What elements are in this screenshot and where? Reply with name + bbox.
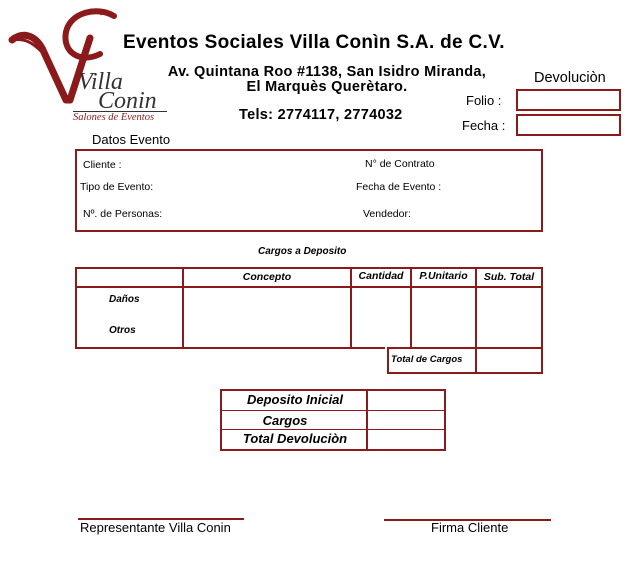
- phone-numbers: Tels: 2774117, 2774032: [239, 107, 403, 123]
- resumen-cargos-label: Cargos: [262, 413, 308, 428]
- table-body-rule: [75, 347, 385, 349]
- total-devolucion-label: Total Devoluciòn: [242, 431, 348, 446]
- cliente-label: Cliente :: [83, 159, 122, 171]
- cargos-title: Cargos a Deposito: [258, 246, 347, 257]
- total-row-left: [387, 347, 389, 374]
- logo-text-villa: Villa: [78, 69, 123, 95]
- datos-evento-title: Datos Evento: [92, 132, 171, 147]
- table-header-rule: [75, 286, 543, 288]
- folio-label: Folio :: [466, 93, 502, 108]
- personas-label: Nº. de Personas:: [83, 208, 163, 220]
- col-header-cantidad: Cantidad: [358, 270, 404, 282]
- table-border-right: [541, 267, 543, 374]
- tipo-evento-label: Tipo de Evento:: [80, 181, 154, 193]
- total-row-bottom: [387, 372, 543, 374]
- table-border-top: [75, 267, 543, 269]
- representante-label: Representante Villa Conin: [80, 520, 231, 535]
- folio-field[interactable]: [516, 89, 621, 111]
- total-cargos-label: Total de Cargos: [391, 354, 463, 365]
- fecha-label: Fecha :: [462, 118, 506, 133]
- resumen-rule-2: [222, 429, 445, 430]
- col-header-concepto: Concepto: [242, 271, 292, 283]
- resumen-rule-1: [222, 410, 445, 411]
- table-border-left: [75, 267, 77, 349]
- logo-text-conin: Conin: [98, 88, 157, 114]
- deposito-inicial-label: Deposito Inicial: [246, 392, 344, 407]
- fecha-evento-label: Fecha de Evento :: [356, 181, 442, 193]
- row-label-danos: Daños: [109, 294, 140, 305]
- row-label-otros: Otros: [109, 325, 136, 336]
- contrato-label: N° de Contrato: [365, 158, 435, 170]
- devolucion-title: Devoluciòn: [534, 70, 606, 86]
- total-row-top: [387, 347, 543, 349]
- address-line-2: El Marquès Querètaro.: [246, 79, 408, 95]
- resumen-border-right: [444, 389, 446, 451]
- company-name: Eventos Sociales Villa Conìn S.A. de C.V.: [123, 32, 505, 53]
- logo-tagline: Salones de Eventos: [73, 112, 155, 123]
- vendedor-label: Vendedor:: [363, 208, 411, 220]
- fecha-field[interactable]: [516, 114, 621, 136]
- address-line-1: Av. Quintana Roo #1138, San Isidro Miranda,: [167, 64, 487, 80]
- col-header-punitario: P.Unitario: [419, 270, 468, 282]
- resumen-border-bottom: [220, 449, 446, 451]
- firma-cliente-label: Firma Cliente: [431, 520, 509, 535]
- col-header-subtotal: Sub. Total: [483, 271, 535, 283]
- col-sep-subtotal: [475, 267, 477, 374]
- resumen-border-top: [220, 389, 446, 391]
